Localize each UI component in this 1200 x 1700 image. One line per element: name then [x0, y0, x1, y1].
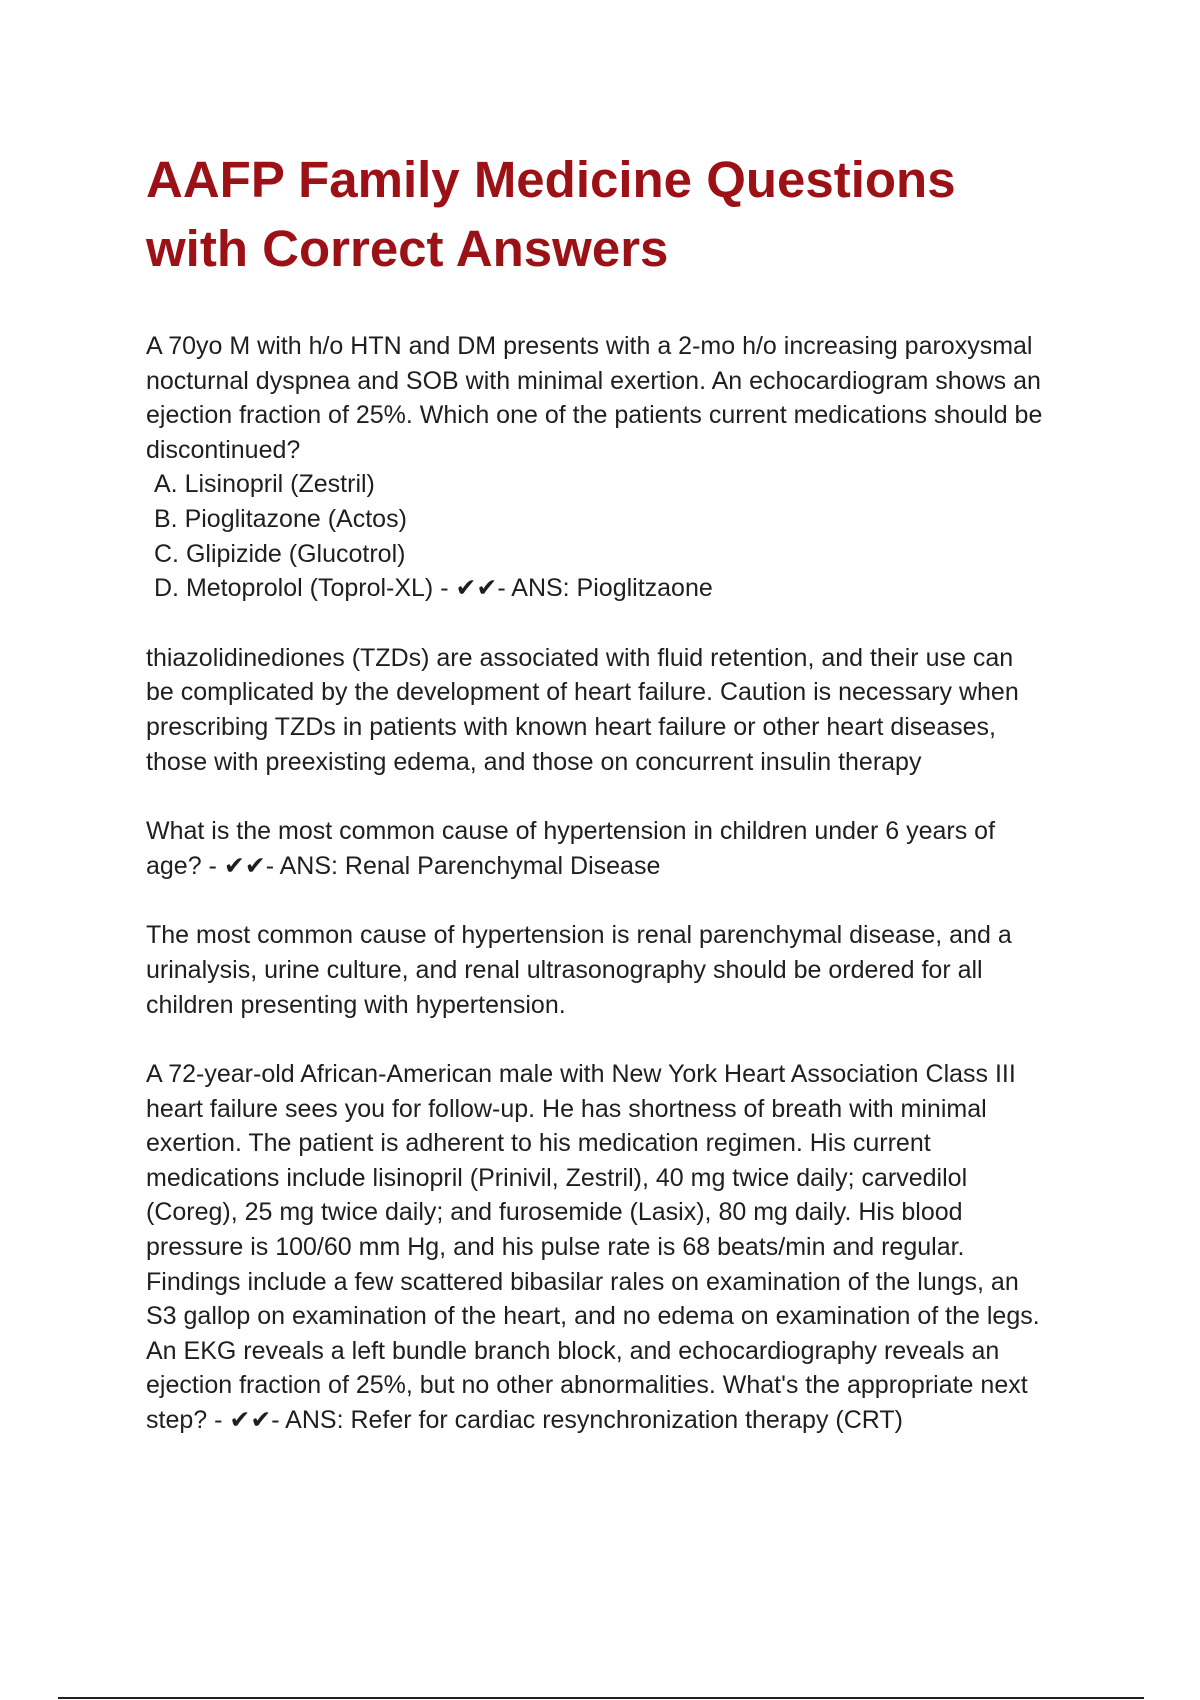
- question-text-line: S3 gallop on examination of the heart, and no edema on examination of the legs.: [146, 1302, 1040, 1331]
- question-text-line: pressure is 100/60 mm Hg, and his pulse rate is 68 beats/min and regular.: [146, 1233, 965, 1262]
- answer-option-d: D. Metoprolol (Toprol-XL) - ✔✔- ANS: Pioglitzaone: [154, 574, 713, 603]
- answer-option-c: C. Glipizide (Glucotrol): [154, 539, 406, 568]
- question-text-line: exertion. The patient is adherent to his medication regimen. His current: [146, 1129, 931, 1158]
- question-text-line: age? - ✔✔- ANS: Renal Parenchymal Disease: [146, 851, 661, 880]
- document-page: [146, 145, 1096, 1473]
- explanation-line: be complicated by the development of heart failure. Caution is necessary when: [146, 678, 1019, 707]
- explanation-line: thiazolidinediones (TZDs) are associated with fluid retention, and their use can: [146, 643, 1014, 672]
- question-text-line: heart failure sees you for follow-up. He has shortness of breath with minimal: [146, 1094, 987, 1123]
- question-text-line: What is the most common cause of hypertension in children under 6 years of: [146, 817, 996, 846]
- question-text-line: A 70yo M with h/o HTN and DM presents with a 2-mo h/o increasing paroxysmal: [146, 332, 1033, 360]
- question-text-line: step? - ✔✔- ANS: Refer for cardiac resynchronization therapy (CRT): [146, 1406, 903, 1435]
- explanation-2: [146, 918, 1096, 1022]
- question-text-line: discontinued?: [146, 435, 301, 464]
- explanation-1: [146, 641, 1096, 779]
- explanation-line: The most common cause of hypertension is renal parenchymal disease, and a: [146, 921, 1012, 950]
- explanation-line: urinalysis, urine culture, and renal ultrasonography should be ordered for all: [146, 955, 983, 984]
- explanation-line: those with preexisting edema, and those on concurrent insulin therapy: [146, 747, 922, 776]
- question-text-line: (Coreg), 25 mg twice daily; and furosemide (Lasix), 80 mg daily. His blood: [146, 1198, 963, 1227]
- document-title: [146, 145, 1096, 283]
- question-text-line: Findings include a few scattered bibasilar rales on examination of the lungs, an: [146, 1267, 1019, 1296]
- question-text-line: nocturnal dyspnea and SOB with minimal exertion. An echocardiogram shows an: [146, 366, 1041, 395]
- question-text-line: ejection fraction of 25%, but no other abnormalities. What's the appropriate next: [146, 1371, 1028, 1400]
- question-text-line: A 72-year-old African-American male with New York Heart Association Class III: [146, 1060, 1016, 1089]
- footer-divider: [58, 1697, 1144, 1699]
- explanation-line: children presenting with hypertension.: [146, 990, 566, 1019]
- question-1: [146, 329, 1096, 606]
- explanation-line: prescribing TZDs in patients with known heart failure or other heart diseases,: [146, 712, 996, 741]
- answer-option-b: B. Pioglitazone (Actos): [154, 504, 407, 533]
- answer-option-a: A. Lisinopril (Zestril): [154, 470, 375, 499]
- document-body: [146, 329, 1096, 1438]
- question-text-line: ejection fraction of 25%. Which one of the patients current medications should be: [146, 401, 1043, 430]
- title-line: with Correct Answers: [146, 220, 669, 277]
- question-3: [146, 1057, 1096, 1438]
- question-text-line: medications include lisinopril (Prinivil, Zestril), 40 mg twice daily; carvedilol: [146, 1163, 968, 1192]
- question-2: [146, 814, 1096, 883]
- question-text-line: An EKG reveals a left bundle branch block, and echocardiography reveals an: [146, 1336, 1000, 1365]
- title-line: AAFP Family Medicine Questions: [146, 151, 956, 208]
